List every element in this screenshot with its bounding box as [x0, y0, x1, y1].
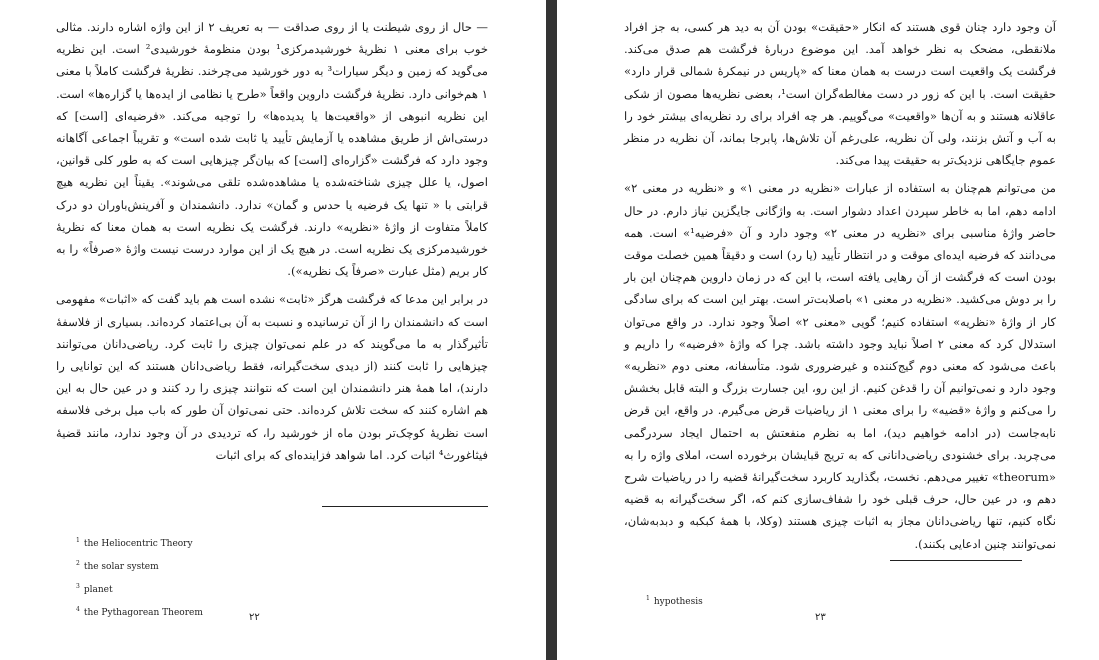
right-page — [557, 0, 1099, 660]
footnote — [76, 600, 203, 623]
left-page — [0, 0, 546, 660]
page-number: ۲۲ — [249, 612, 260, 623]
left-paragraph-2: در برابر این مدعا که فرگشت هرگز «ثابت» نشده است هم باید گفت که «اثبات» مفهومی است که دانشمندان را از آن ترسانیده و نسبت به آن بی‌اعتماد کرده‌اند. بسیاری از فلاسفهٔ تأثیرگذار به ما می‌گویند که در علم نمی‌توان چیزی را ثابت کرد. ریاضی‌دانان می‌توانند چیزهایی را ثابت کنند (از دیدی سخت‌گیرانه، فقط ریاضی‌دانان هستند که این توانایی را دارند)، اما همهٔ هنر دانشمندان این است که نتوانند چیزی را رد کنند و در عین حال به این هم اشاره کنند که سخت تلاش کرده‌اند. حتی نمی‌توان آن طور که باب میل برخی فلاسفه است نظریهٔ کوچک‌تر بودن ماه از خورشید را، که تردیدی در آن وجود ندارد، مانند قضیهٔ فیثاغورث⁴ اثبات کرد. اما شواهد فزاینده‌ای که برای اثبات — [56, 292, 488, 462]
footnote-number: 3 — [76, 583, 80, 590]
footnote-number: 1 — [646, 595, 650, 602]
right-paragraph-1: آن وجود دارد چنان قوی هستند که انکار «حقیقت» بودن آن به دید هر کسی، به جز افراد ملانقطی، مضحک به نظر خواهد آمد. این موضوع دربارهٔ فرگشت هم صدق می‌کند. فرگشت یک واقعیت است درست به همان معنا که «پاریس در نیمکرهٔ شمالی قرار دارد» حقیقت است. با این که زور در دست مغالطه‌گران است¹، بعضی نظریه‌ها مصون از شکی عاقلانه هستند و به آن‌ها «واقعیت» می‌گوییم. هر چه افراد برای رد نظریه‌ای بیشتر خود را به آب و آتش بزنند، ولی آن نظریه، علی‌رغم آن تلاش‌ها، پابرجا بماند، آن نظریه در منظر عموم جایگاهی نزدیک‌تر به حقیقت پیدا می‌کند. — [624, 20, 1057, 168]
footnote-text: the solar system — [83, 562, 159, 572]
footnote-number: 1 — [76, 537, 80, 544]
left-page-body — [56, 16, 488, 466]
right-page-body — [624, 16, 1056, 555]
footnote-number: 2 — [76, 560, 80, 567]
footnote-separator — [890, 560, 1022, 561]
footnote-text: hypothesis — [653, 597, 703, 607]
footnote-separator — [322, 506, 488, 507]
left-paragraph-1: — حال از روی شیطنت یا از روی صداقت — به تعریف ۲ از این واژه اشاره دارند. مثالی خوب برای معنی ۱ نظریهٔ خورشیدمرکزی¹ بودن منظومهٔ خورشیدی² است. این نظریه می‌گوید که زمین و دیگر سیارات³ به دور خورشید می‌چرخند. نظریهٔ فرگشت کاملاً با معنی ۱ هم‌خوانی دارد. نظریهٔ فرگشت داروین واقعاً «طرح یا نظامی از ایده‌ها یا گزاره‌ها» است. این نظریه انبوهی از «واقعیت‌ها یا پدیده‌ها» را توجیه می‌کند. «فرضیه‌ای [است] که درستی‌اش از طریق مشاهده یا آزمایش تأیید یا ثابت شده است» و تقریباً اجماعی آگاهانه وجود دارد که فرگشت «گزاره‌ای [است] که بیان‌گر چیزهایی است که به طور کلی قوانین، اصول، یا علل چیزی شناخته‌شده یا مشاهده‌شده تلقی می‌شوند». یقیناً این نظریه هیچ قرابتی با « تنها یک فرضیه یا حدس و گمان» ندارد. دانشمندان و آفرینش‌باوران دو درک کاملاً متفاوت از واژهٔ «نظریه» دارند. فرگشت یک نظریه است به همان معنا که نظریهٔ خورشیدمرکزی یک نظریه است. در هیچ یک از این موارد درست نیست واژهٔ «صرفاً» را به کار بریم (مثل عبارت «صرفاً یک نظریه»). — [56, 20, 488, 279]
footnote — [76, 531, 203, 554]
footnote-text: the Pythagorean Theorem — [83, 608, 203, 618]
right-footnotes — [646, 589, 703, 612]
left-footnotes — [76, 531, 203, 623]
footnote-text: the Heliocentric Theory — [83, 539, 193, 549]
footnote-number: 4 — [76, 606, 80, 613]
footnote — [76, 577, 203, 600]
footnote — [646, 589, 703, 612]
book-spine — [546, 0, 557, 660]
footnote-text: planet — [83, 585, 113, 595]
right-paragraph-2: من می‌توانم هم‌چنان به استفاده از عبارات «نظریه در معنی ۱» و «نظریه در معنی ۲» ادامه دهم، اما به خاطر سپردن اعداد دشوار است. به واژگانی جایگزین نیاز دارم. در حال حاضر واژهٔ مناسبی برای «نظریه در معنی ۲» وجود دارد و آن «فرضیه¹» است. همه می‌دانند که فرضیه ایده‌ای موقت و در انتظار تأیید (یا رد) است و دقیقاً همین خصلت موقت بودن است که فرگشت از آن رهایی یافته است، با این که در زمان داروین هم‌چنان این بار را بر دوش می‌کشید. «نظریه در معنی ۱» باصلابت‌تر است. بهتر این است که برای سادگی کار از واژهٔ «نظریه» استفاده کنیم؛ گویی «معنی ۲» اصلاً وجود ندارد. در واقع می‌توان استدلال کرد که معنی ۲ اصلاً نباید وجود داشته باشد. چرا که واژهٔ «فرضیه» را داریم و باعث می‌شود که معنی دوم گیج‌کننده و غیرضروری شود. متأسفانه، معنی دوم «نظریه» وجود دارد و نمی‌توانیم آن را قدغن کنیم. از این رو، این جسارت بزرگ و البته قابل بخشش را می‌کنم و واژهٔ «قضیه» را برای معنی ۱ از ریاضیات قرض می‌گیرم. در واقع، این قرض نابه‌جاست (در ادامه خواهیم دید)، اما به نظرم منفعتش به احتمال ایجاد سردرگمی می‌چربد. برای خشنودی ریاضی‌دانانی که به تریج قبایشان برخورده است، املای واژه را به «theorum» تغییر می‌دهم. نخست، بگذارید کاربرد سخت‌گیرانهٔ قضیه را در ریاضیات شرح دهم و، در عین حال، حرف قبلی خود را شفاف‌سازی کنم که، اگر سخت‌گیرانه به قضیه نگاه کنیم، تنها ریاضی‌دانان مجاز به اثبات چیزی هستند (وکلا، با همهٔ کبکبه و دبدبه‌شان، نمی‌توانند چنین ادعایی بکنند). — [624, 181, 1057, 551]
page-number: ۲۳ — [815, 612, 826, 623]
footnote — [76, 554, 203, 577]
